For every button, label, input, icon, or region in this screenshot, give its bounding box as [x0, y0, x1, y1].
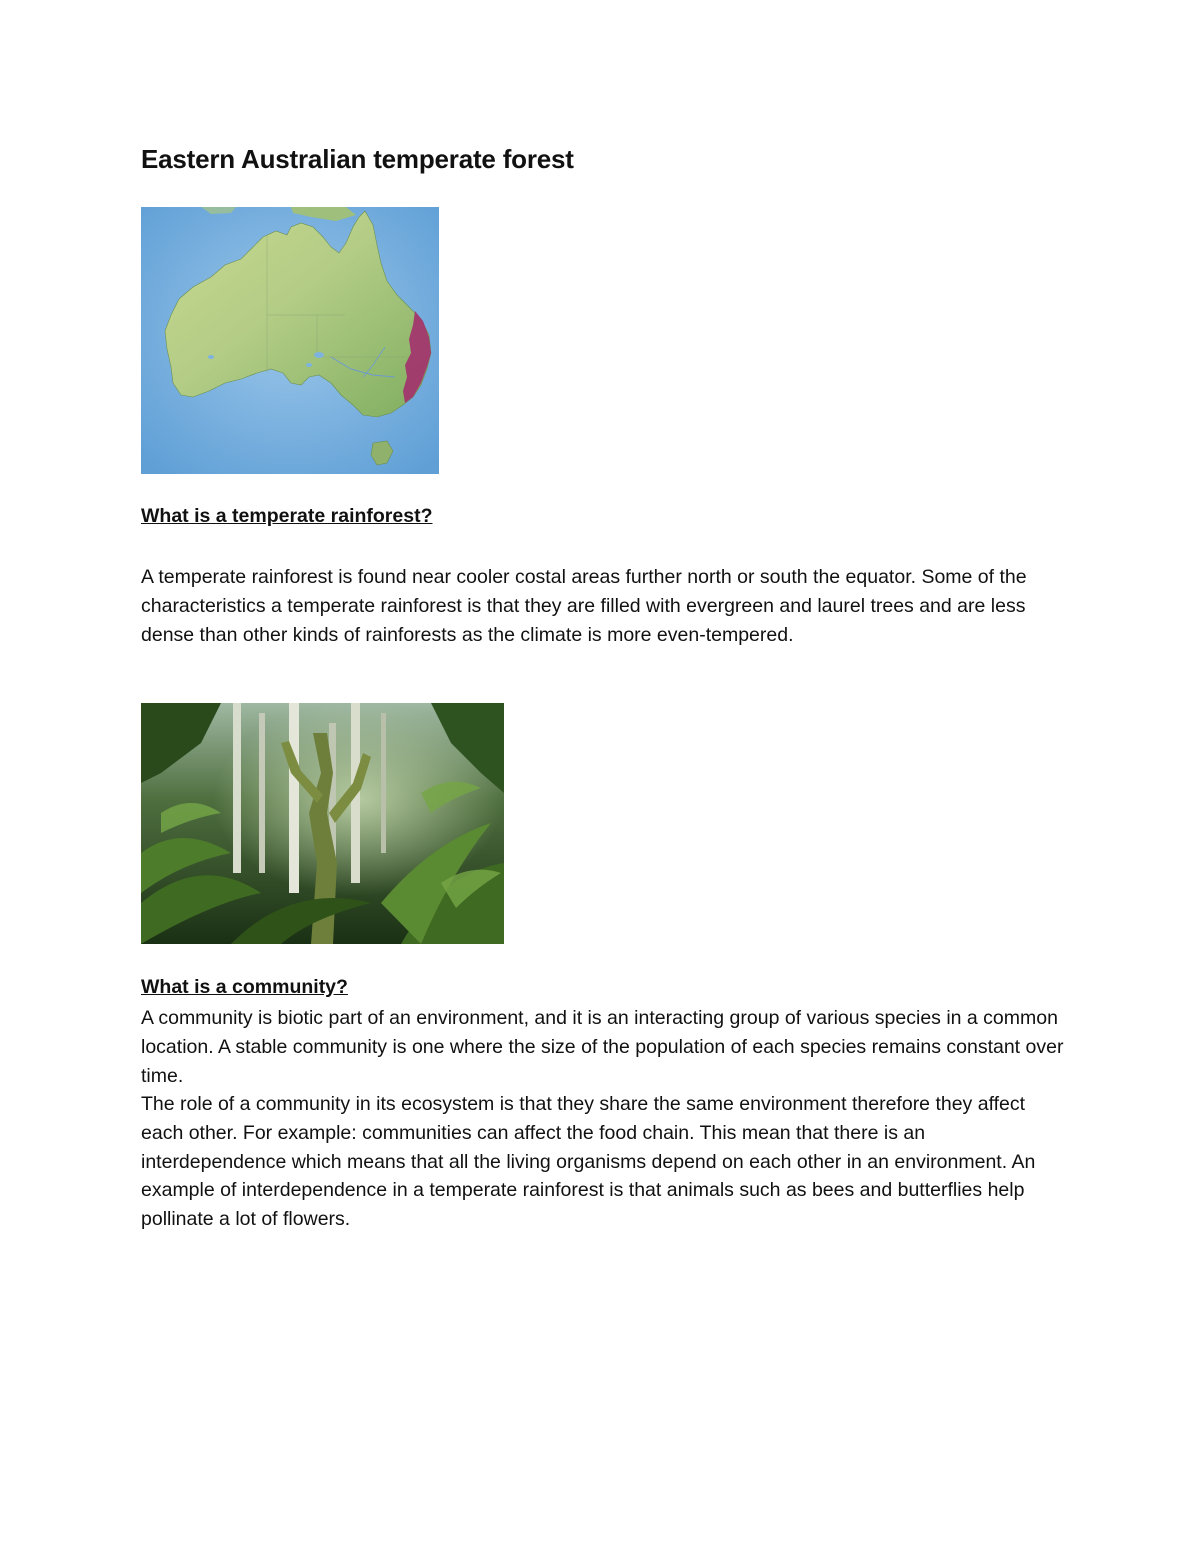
australia-map-icon [141, 207, 439, 474]
paragraph-community-definition: A community is biotic part of an environment, and it is an interacting group of various species in a common location. A stable community is one where the size of the population of each species remains constant over time. [141, 1007, 1064, 1087]
paragraph-community-role: The role of a community in its ecosystem is that they share the same environment therefore they affect each other. For example: communities can affect the food chain. This mean that there is an interdependence which means that all the living organisms depend on each other in an environment. An example of interdependence in a temperate rainforest is that animals such as bees and butterflies help pollinate a lot of flowers. [141, 1093, 1036, 1231]
paragraph-rainforest: A temperate rainforest is found near cooler costal areas further north or south the equator. Some of the characteristics a temperate rainforest is that they are filled with evergreen and laurel trees and are less dense than other kinds of rainforests as the climate is more even-tempered. [141, 566, 1027, 646]
section-heading-rainforest: What is a temperate rainforest? [141, 505, 433, 527]
page-title: Eastern Australian temperate forest [141, 144, 574, 174]
rainforest-photo-icon [141, 703, 504, 944]
section-heading-community: What is a community? [141, 976, 348, 998]
